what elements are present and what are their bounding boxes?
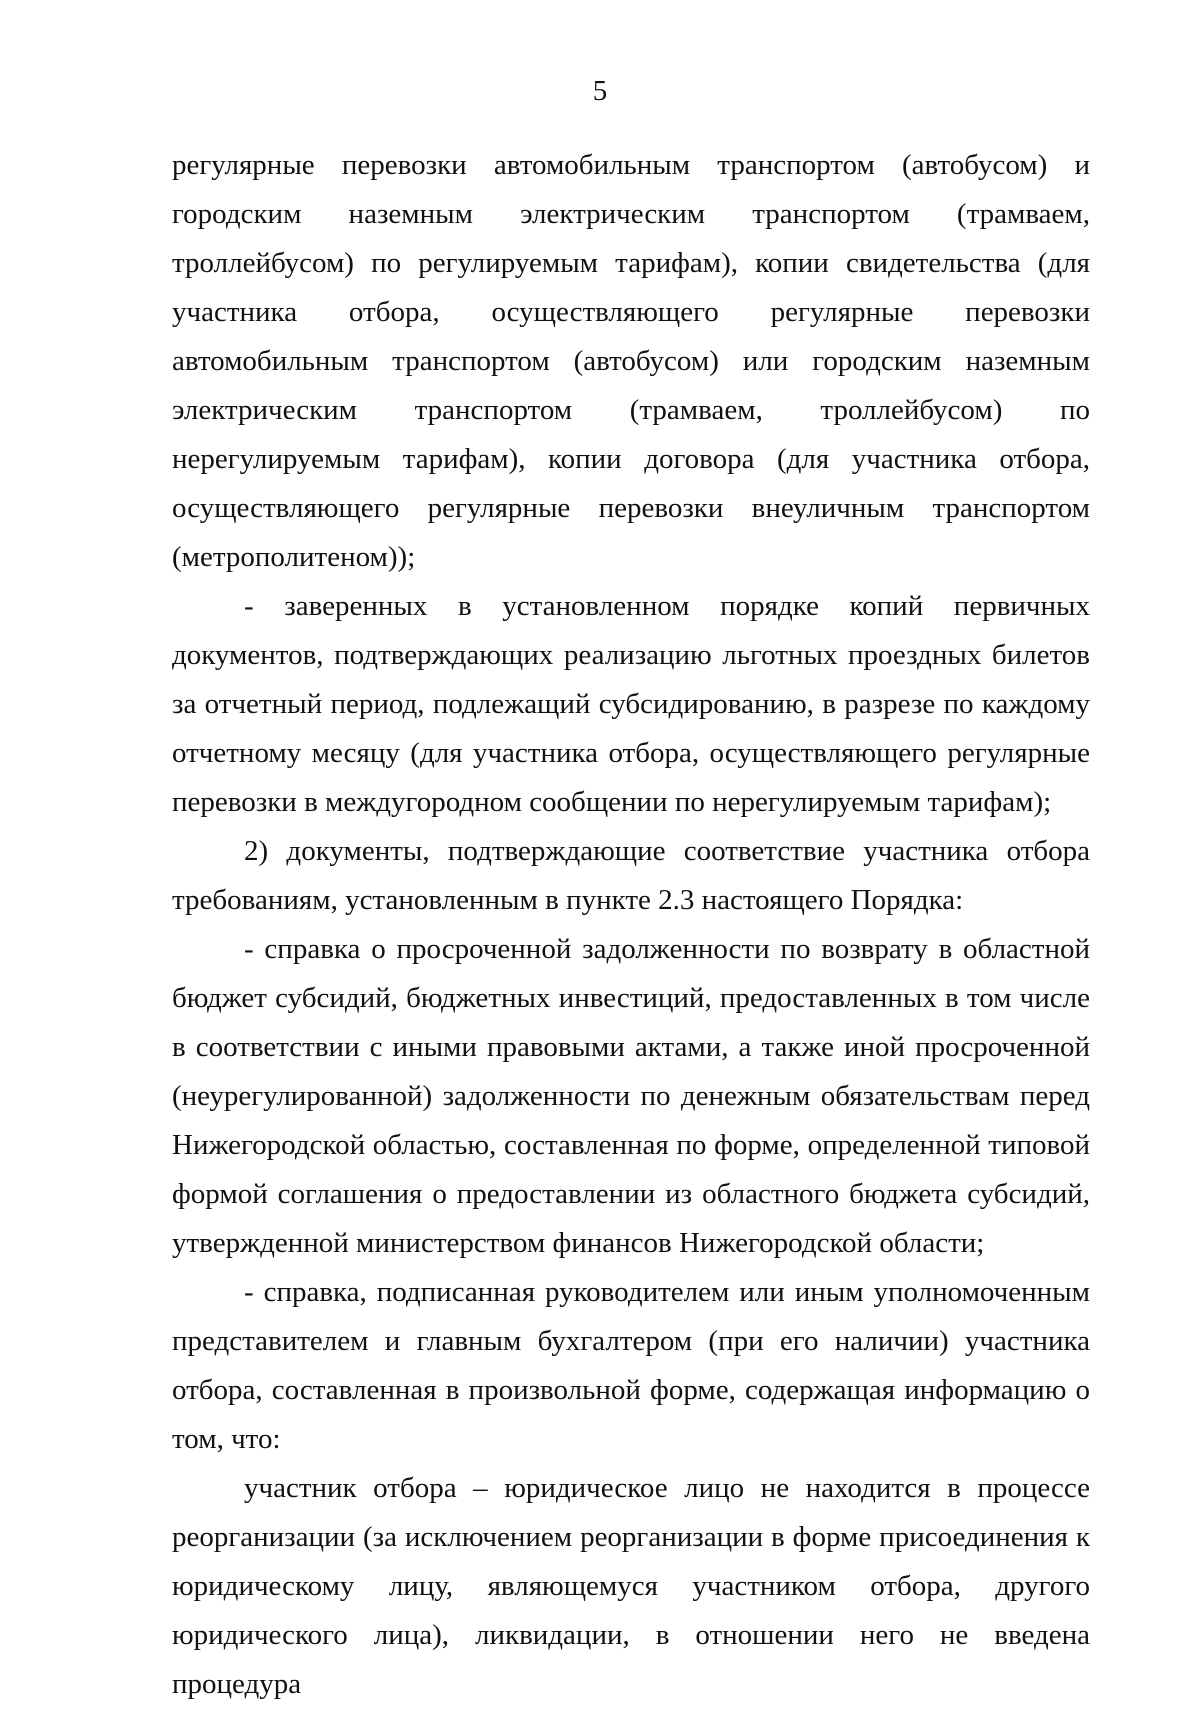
paragraph-primary-documents: - заверенных в установленном порядке копий первичных документов, подтверждающих реализацию льготных проездных билетов за отчетный период, подлежащий субсидированию, в разрезе по каждому отчетному месяцу (для участника отбора, осуществляющего регулярные перевозки в междугородном сообщении по нерегулируемым тарифам); [172, 590, 1090, 818]
paragraph-reorganization-status: участник отбора – юридическое лицо не находится в процессе реорганизации (за исключением реорганизации в форме присоединения к юридическому лицу, являющемуся участником отбора, другого юридического лица), ликвидации, в отношении него не введена процедура [172, 1472, 1090, 1700]
paragraph-transport-documents: регулярные перевозки автомобильным транспортом (автобусом) и городским наземным электрическим транспортом (трамваем, троллейбусом) по регулируемым тарифам), копии свидетельства (для участника отбора, осуществляющего регулярные перевозки автомобильным транспортом (автобусом) или городским наземным электрическим транспортом (трамваем, троллейбусом) по нерегулируемым тарифам), копии договора (для участника отбора, осуществляющего регулярные перевозки внеуличным транспортом (метрополитеном)); [172, 149, 1090, 573]
document-body [172, 141, 1090, 1709]
paragraph-debt-certificate: - справка о просроченной задолженности по возврату в областной бюджет субсидий, бюджетных инвестиций, предоставленных в том числе в соответствии с иными правовыми актами, а также иной просроченной (неурегулированной) задолженности по денежным обязательствам перед Нижегородской областью, составленная по форме, определенной типовой формой соглашения о предоставлении из областного бюджета субсидий, утвержденной министерством финансов Нижегородской области; [172, 933, 1090, 1259]
paragraph-signed-certificate: - справка, подписанная руководителем или иным уполномоченным представителем и главным бухгалтером (при его наличии) участника отбора, составленная в произвольной форме, содержащая информацию о том, что: [172, 1276, 1090, 1455]
paragraph-compliance-documents: 2) документы, подтверждающие соответствие участника отбора требованиям, установленным в пункте 2.3 настоящего Порядка: [172, 835, 1090, 916]
page-number: 5 [592, 75, 608, 107]
